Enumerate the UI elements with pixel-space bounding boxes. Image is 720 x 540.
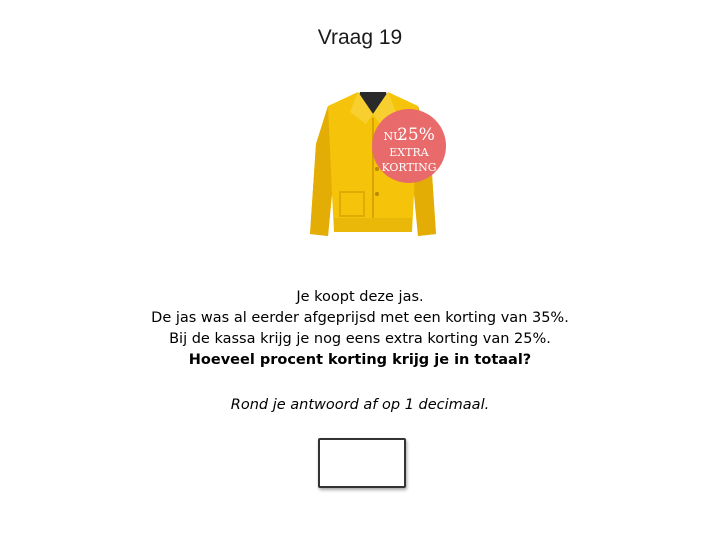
question-line-2: De jas was al eerder afgeprijsd met een korting van 35%.: [151, 310, 569, 326]
discount-badge: [371, 108, 447, 184]
badge-prefix: NU: [383, 130, 403, 143]
answer-box[interactable]: [318, 438, 406, 488]
question-line-4: Hoeveel procent korting krijg je in totaal?: [188, 352, 532, 368]
question-title: Vraag 19: [317, 26, 403, 49]
rounding-hint: Rond je antwoord af op 1 decimaal.: [230, 397, 490, 413]
question-text: [0, 287, 720, 371]
badge-line2: EXTRA: [389, 146, 429, 159]
badge-percent: 25%: [397, 125, 435, 145]
question-line-3: Bij de kassa krijg je nog eens extra korting van 25%.: [169, 331, 551, 347]
badge-line3: KORTING: [381, 161, 437, 174]
product-image: [298, 84, 448, 246]
question-line-1: Je koopt deze jas.: [296, 289, 424, 305]
